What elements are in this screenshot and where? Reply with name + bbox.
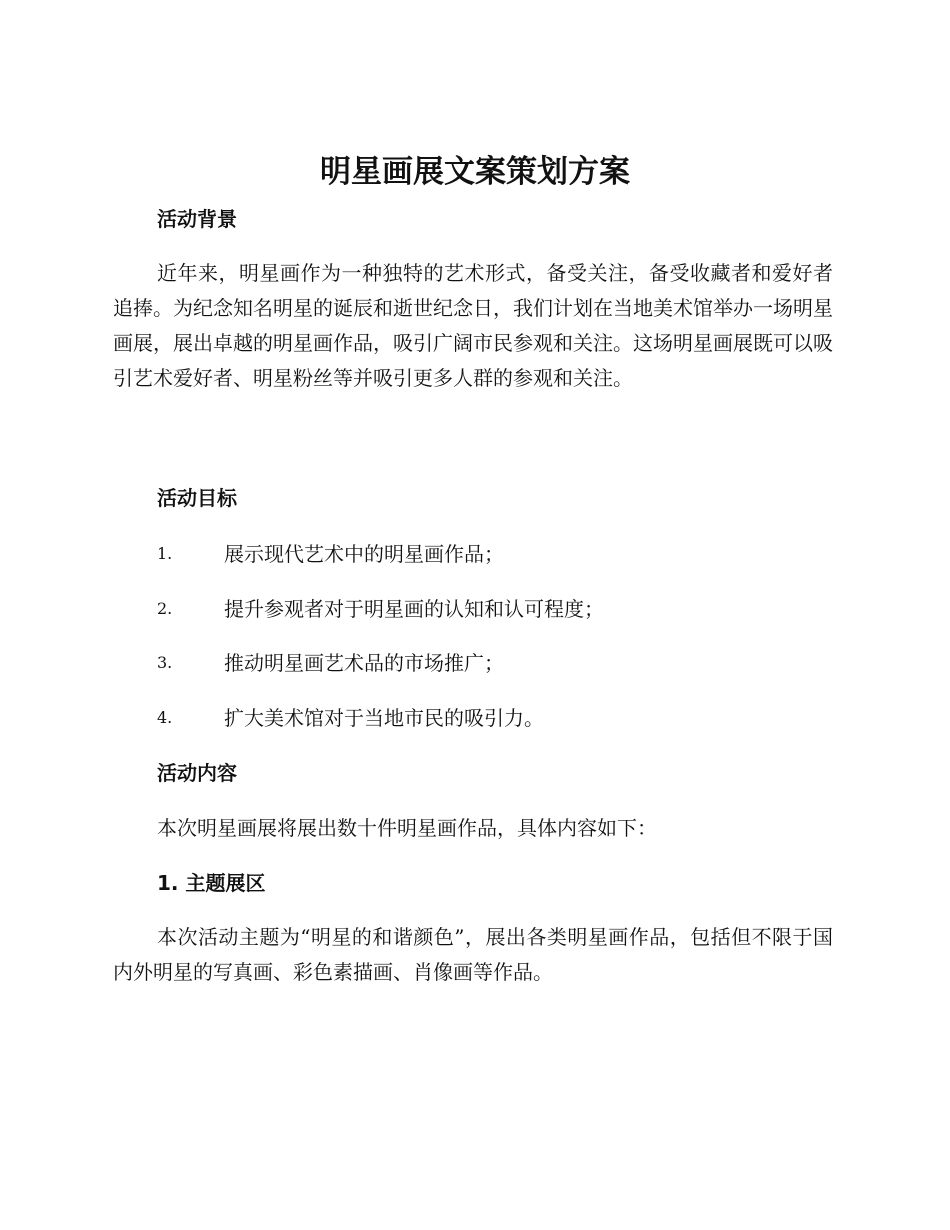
list-text: 扩大美术馆对于当地市民的吸引力。	[224, 706, 544, 730]
content-intro: 本次明星画展将展出数十件明星画作品，具体内容如下：	[157, 816, 657, 840]
list-text: 推动明星画艺术品的市场推广；	[224, 651, 504, 675]
subsection-heading-theme: 1. 主题展区	[157, 871, 266, 895]
section-heading-content: 活动内容	[157, 761, 237, 785]
list-number: 4.	[157, 708, 173, 727]
list-number: 2.	[157, 599, 173, 618]
list-number: 1.	[157, 544, 173, 563]
list-number: 3.	[157, 653, 173, 672]
document-title: 明星画展文案策划方案	[320, 154, 630, 190]
theme-paragraph: 本次活动主题为“明星的和谐颜色”，展出各类明星画作品，包括但不限于国内外明星的写真画、彩色素描画、肖像画等作品。	[113, 925, 833, 984]
background-paragraph: 近年来，明星画作为一种独特的艺术形式，备受关注，备受收藏者和爱好者追捧。为纪念知名明星的诞辰和逝世纪念日，我们计划在当地美术馆举办一场明星画展，展出卓越的明星画作品，吸引广阔市民参观和关注。这场明星画展既可以吸引艺术爱好者、明星粉丝等并吸引更多人群的参观和关注。	[113, 261, 833, 390]
section-heading-goals: 活动目标	[157, 486, 237, 510]
section-heading-background: 活动背景	[157, 207, 237, 231]
list-text: 展示现代艺术中的明星画作品；	[224, 542, 504, 566]
list-text: 提升参观者对于明星画的认知和认可程度；	[224, 597, 604, 621]
